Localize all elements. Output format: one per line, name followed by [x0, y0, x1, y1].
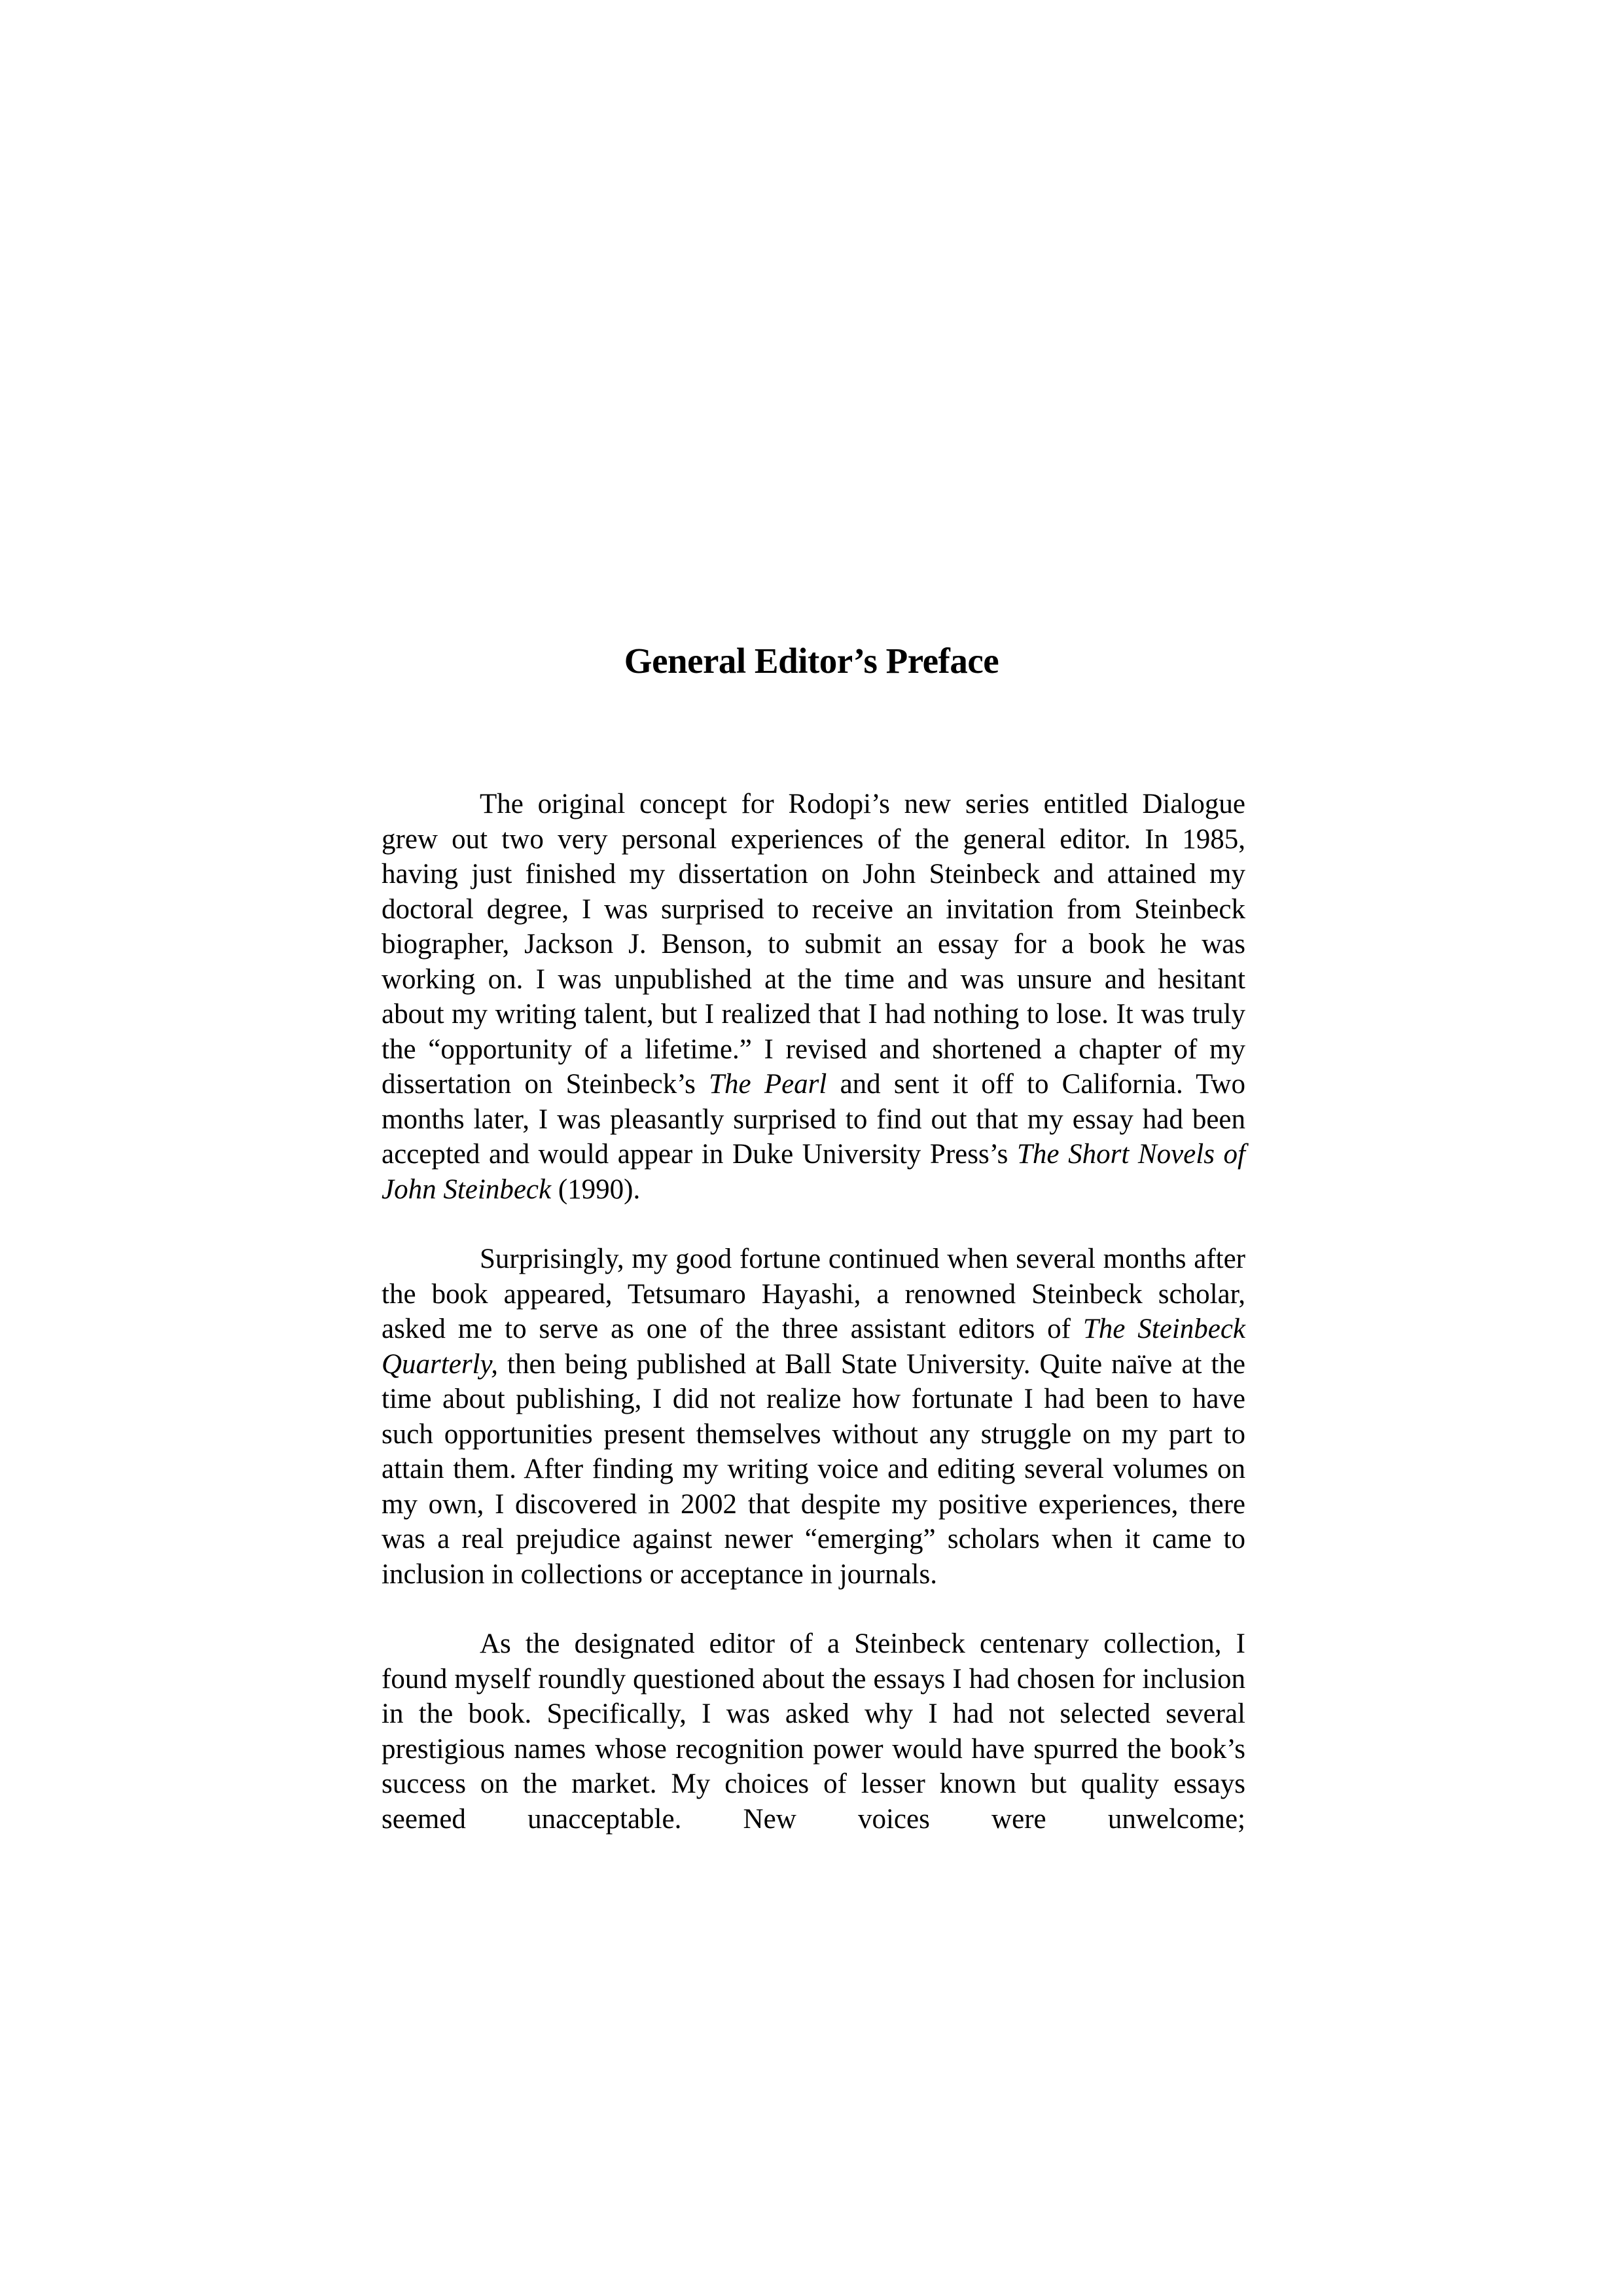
page-title: General Editor’s Preface [624, 641, 999, 681]
text-segment: As the designated editor of a Steinbeck centenary collection, I found myself roundly questioned about the essays I had chosen for inclusion in the book. Specifically, I was asked why I had not selected several prestigious names whose recognition power would have spurred the book’s success on the market. My choices of lesser known but quality essays seemed unacceptable. New voices were unwelcome; [382, 1628, 1245, 1835]
preface-body [382, 787, 1245, 1837]
text-segment: Surprisingly, my good fortune continued when several months after the book appeared, Tetsumaro Hayashi, a renowned Steinbeck scholar, asked me to serve as one of the three assistant editors of [382, 1244, 1245, 1344]
text-segment: The original concept for Rodopi’s new series entitled Dialogue grew out two very personal experiences of the general editor. In 1985, having just finished my dissertation on John Steinbeck and attained my doctoral degree, I was surprised to receive an invitation from Steinbeck biographer, Jackson J. Benson, to submit an essay for a book he was working on. I was unpublished at the time and was unsure and hesitant about my writing talent, but I realized that I had nothing to lose. It was truly the “opportunity of a lifetime.” I revised and shortened a chapter of my dissertation on Steinbeck’s [382, 789, 1245, 1100]
text-segment: then being published at Ball State University. Quite naïve at the time about publishing, I did not realize how fortunate I had been to have such opportunities present themselves without any struggle on my part to attain them. After finding my writing voice and editing several volumes on my own, I discovered in 2002 that despite my positive experiences, there was a real prejudice against newer “emerging” scholars when it came to inclusion in collections or acceptance in journals. [382, 1348, 1245, 1590]
paragraph-1 [382, 787, 1245, 1207]
text-segment: and sent it off to California. Two months later, I was pleasantly surprised to find out that my essay had been accepted and would appear in Duke University Press’s [382, 1069, 1245, 1170]
journal-title-steinbeck-quarterly: The Steinbeck Quarterly, [382, 1314, 1245, 1380]
paragraph-3 [382, 1626, 1245, 1837]
text-segment: (1990). [551, 1174, 641, 1205]
book-title-the-pearl: The Pearl [709, 1069, 827, 1100]
paragraph-2 [382, 1242, 1245, 1592]
book-title-short-novels: The Short Novels of John Steinbeck [382, 1139, 1245, 1205]
